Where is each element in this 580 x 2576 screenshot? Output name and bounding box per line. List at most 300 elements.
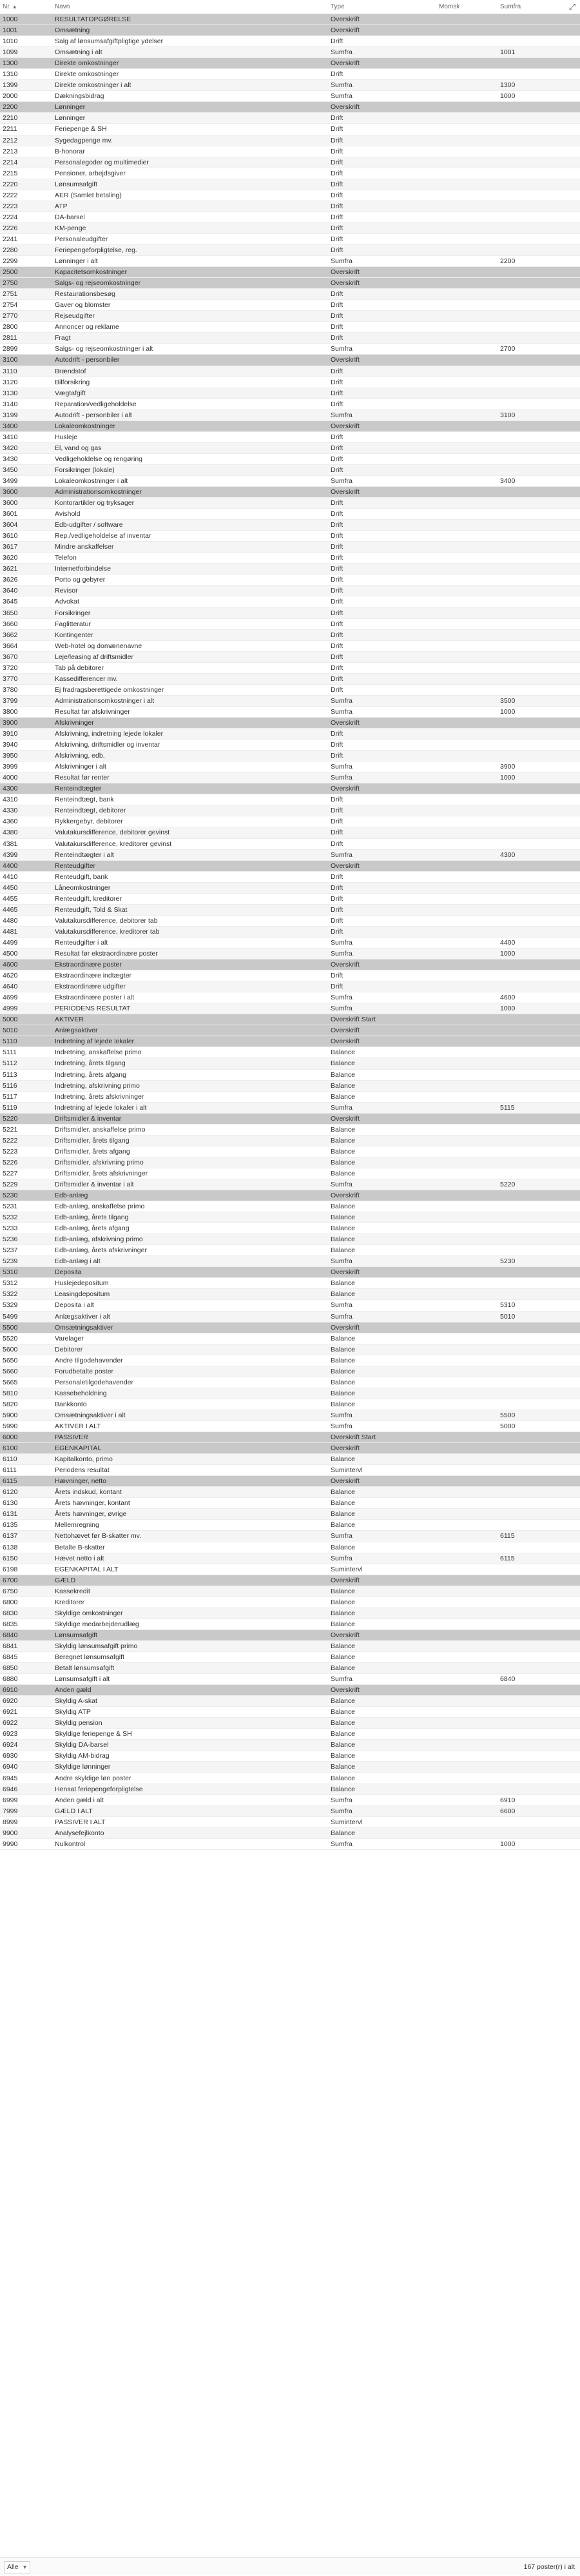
table-row[interactable] xyxy=(0,850,580,861)
cell-nr: 1000 xyxy=(3,15,18,23)
table-row[interactable] xyxy=(0,553,580,564)
table-row[interactable] xyxy=(0,1103,580,1114)
table-row[interactable] xyxy=(0,91,580,102)
table-row[interactable] xyxy=(0,322,580,333)
table-row[interactable] xyxy=(0,1355,580,1366)
cell-type: Sumfra xyxy=(331,949,353,958)
table-row-heading[interactable] xyxy=(0,718,580,729)
cell-navn: Indretning, anskaffelse primo xyxy=(55,1048,142,1057)
table-row[interactable] xyxy=(0,596,580,607)
table-row-heading[interactable] xyxy=(0,487,580,498)
cell-nr: 6150 xyxy=(3,1554,18,1562)
cell-navn: Årets hævninger, kontant xyxy=(55,1499,130,1508)
table-row[interactable] xyxy=(0,905,580,916)
table-row[interactable] xyxy=(0,970,580,981)
table-row[interactable] xyxy=(0,1212,580,1223)
table-row[interactable] xyxy=(0,1058,580,1069)
cell-navn: Deposita xyxy=(55,1268,82,1277)
cell-navn: Afskrivning, driftsmidler og inventar xyxy=(55,741,160,749)
table-row-heading[interactable] xyxy=(0,1036,580,1047)
table-row[interactable] xyxy=(0,1179,580,1190)
table-row[interactable] xyxy=(0,772,580,783)
table-row-heading[interactable] xyxy=(0,25,580,36)
table-row[interactable] xyxy=(0,1663,580,1674)
table-row[interactable] xyxy=(0,1003,580,1014)
cell-nr: 3604 xyxy=(3,521,18,529)
table-row[interactable] xyxy=(0,1674,580,1685)
table-row[interactable] xyxy=(0,1487,580,1498)
table-row[interactable] xyxy=(0,927,580,938)
table-row[interactable] xyxy=(0,509,580,520)
table-row[interactable] xyxy=(0,531,580,542)
cell-type: Drift xyxy=(331,114,343,123)
cell-type: Drift xyxy=(331,235,343,243)
cell-navn: Renteudgift, kreditorer xyxy=(55,894,122,903)
cell-nr: 4450 xyxy=(3,883,18,892)
table-row[interactable] xyxy=(0,256,580,267)
table-row-heading[interactable] xyxy=(0,861,580,872)
cell-navn: Driftsmidler, årets tilgang xyxy=(55,1136,130,1145)
table-row[interactable] xyxy=(0,1234,580,1245)
table-row[interactable] xyxy=(0,454,580,465)
table-row[interactable] xyxy=(0,1410,580,1421)
cell-navn: Valutakursdifference, kreditorer tab xyxy=(55,927,160,936)
cell-type: Sumfra xyxy=(331,994,353,1002)
table-row-heading[interactable] xyxy=(0,1322,580,1333)
cell-nr: 3199 xyxy=(3,411,18,419)
table-row[interactable] xyxy=(0,47,580,58)
cell-navn: Afskrivning, indretning lejede lokaler xyxy=(55,730,164,738)
table-row[interactable] xyxy=(0,1740,580,1751)
cell-type: Drift xyxy=(331,455,343,463)
table-row[interactable] xyxy=(0,1377,580,1388)
table-row[interactable] xyxy=(0,630,580,641)
column-header-momskode[interactable]: Momsk xyxy=(439,3,460,10)
table-row[interactable] xyxy=(0,388,580,399)
cell-nr: 6110 xyxy=(3,1455,17,1464)
filter-select[interactable] xyxy=(4,2561,30,2573)
cell-nr: 2241 xyxy=(3,235,18,243)
table-row[interactable] xyxy=(0,729,580,740)
table-row[interactable] xyxy=(0,498,580,509)
table-row[interactable] xyxy=(0,883,580,894)
table-row[interactable] xyxy=(0,1784,580,1795)
cell-type: Drift xyxy=(331,653,343,661)
cell-navn: Renteudgift, bank xyxy=(55,872,108,881)
cell-type: Sumfra xyxy=(331,774,353,782)
table-row[interactable] xyxy=(0,992,580,1003)
table-row[interactable] xyxy=(0,1399,580,1410)
table-row[interactable] xyxy=(0,1828,580,1839)
cell-nr: 6137 xyxy=(3,1532,18,1540)
table-row[interactable] xyxy=(0,1245,580,1256)
table-row[interactable] xyxy=(0,751,580,762)
cell-nr: 3799 xyxy=(3,696,18,705)
cell-nr: 2770 xyxy=(3,312,18,320)
table-row[interactable] xyxy=(0,1564,580,1575)
table-row[interactable] xyxy=(0,1839,580,1850)
table-row[interactable] xyxy=(0,234,580,245)
table-row[interactable] xyxy=(0,981,580,992)
table-row[interactable] xyxy=(0,1817,580,1828)
cell-navn: Valutakursdifference, debitorer gevinst xyxy=(55,829,170,837)
cell-type: Sumfra xyxy=(331,1422,353,1430)
table-row[interactable] xyxy=(0,608,580,619)
table-row[interactable] xyxy=(0,1344,580,1355)
cell-type: Balance xyxy=(331,1587,355,1595)
column-header-navn[interactable]: Navn xyxy=(55,3,70,10)
cell-nr: 6700 xyxy=(3,1576,18,1584)
table-row[interactable] xyxy=(0,872,580,883)
table-row-heading[interactable] xyxy=(0,278,580,289)
table-row[interactable] xyxy=(0,1520,580,1531)
table-row[interactable] xyxy=(0,794,580,805)
cell-navn: Forsikringer (lokale) xyxy=(55,466,115,474)
table-row[interactable] xyxy=(0,1718,580,1729)
table-row[interactable] xyxy=(0,157,580,168)
table-row-heading[interactable] xyxy=(0,1476,580,1487)
table-row[interactable] xyxy=(0,289,580,300)
table-row[interactable] xyxy=(0,1333,580,1344)
table-row[interactable] xyxy=(0,1454,580,1465)
table-row[interactable] xyxy=(0,816,580,827)
table-row[interactable] xyxy=(0,1388,580,1399)
table-row[interactable] xyxy=(0,1256,580,1267)
table-row[interactable] xyxy=(0,124,580,135)
cell-type: Overskrift xyxy=(331,1631,360,1639)
cell-navn: EGENKAPITAL I ALT xyxy=(55,1565,119,1573)
cell-nr: 2000 xyxy=(3,92,18,101)
table-row[interactable] xyxy=(0,949,580,959)
cell-navn: Kassebeholdning xyxy=(55,1389,107,1397)
cell-sumfra: 5000 xyxy=(500,1422,516,1430)
cell-navn: Renteindtægt, bank xyxy=(55,796,114,804)
table-row-heading[interactable] xyxy=(0,1025,580,1036)
table-row[interactable] xyxy=(0,69,580,80)
table-row[interactable] xyxy=(0,575,580,585)
table-row[interactable] xyxy=(0,212,580,223)
cell-type: Drift xyxy=(331,796,343,804)
cell-type: Balance xyxy=(331,1642,355,1650)
cell-type: Balance xyxy=(331,1224,355,1233)
table-row[interactable] xyxy=(0,190,580,201)
table-row[interactable] xyxy=(0,399,580,410)
table-row[interactable] xyxy=(0,762,580,772)
cell-navn: Internetforbindelse xyxy=(55,565,111,573)
table-row[interactable] xyxy=(0,1289,580,1300)
cell-nr: 6921 xyxy=(3,1708,18,1716)
table-row-heading[interactable] xyxy=(0,783,580,794)
cell-navn: Forsikringer xyxy=(55,609,91,617)
cell-sumfra: 2200 xyxy=(500,257,516,266)
cell-navn: Kapitalkonto, primo xyxy=(55,1455,113,1464)
table-row[interactable] xyxy=(0,223,580,234)
table-row-heading[interactable] xyxy=(0,1443,580,1454)
table-row[interactable] xyxy=(0,1421,580,1432)
cell-type: Drift xyxy=(331,598,343,606)
table-row-heading[interactable] xyxy=(0,1190,580,1201)
table-row[interactable] xyxy=(0,1070,580,1081)
cell-nr: 2299 xyxy=(3,257,18,266)
table-row[interactable] xyxy=(0,542,580,553)
cell-navn: Salgs- og rejseomkostninger i alt xyxy=(55,345,153,353)
table-row[interactable] xyxy=(0,1652,580,1663)
table-row[interactable] xyxy=(0,1136,580,1146)
table-row[interactable] xyxy=(0,36,580,47)
cell-navn: PERIODENS RESULTAT xyxy=(55,1005,131,1013)
cell-nr: 5116 xyxy=(3,1081,17,1090)
table-row[interactable] xyxy=(0,707,580,718)
table-row[interactable] xyxy=(0,564,580,575)
cell-nr: 5222 xyxy=(3,1136,18,1145)
table-row[interactable] xyxy=(0,1619,580,1630)
table-row[interactable] xyxy=(0,916,580,927)
table-row[interactable] xyxy=(0,377,580,388)
cell-nr: 5499 xyxy=(3,1312,18,1321)
table-row[interactable] xyxy=(0,685,580,696)
cell-nr: 3620 xyxy=(3,554,18,562)
cell-sumfra: 1000 xyxy=(500,1840,516,1848)
cell-type: Balance xyxy=(331,1774,355,1782)
cell-type: Drift xyxy=(331,378,343,386)
cell-nr: 4500 xyxy=(3,949,18,958)
table-row-heading[interactable] xyxy=(0,102,580,113)
cell-type: Drift xyxy=(331,674,343,683)
table-row[interactable] xyxy=(0,827,580,838)
table-row[interactable] xyxy=(0,344,580,355)
table-row-heading[interactable] xyxy=(0,1114,580,1125)
cell-navn: Valutakursdifference, kreditorer gevinst xyxy=(55,840,172,848)
cell-nr: 5110 xyxy=(3,1037,17,1046)
table-row-heading[interactable] xyxy=(0,355,580,366)
table-row[interactable] xyxy=(0,113,580,124)
table-row-heading[interactable] xyxy=(0,267,580,278)
cell-navn: Skyldig A-skat xyxy=(55,1697,97,1706)
table-row[interactable] xyxy=(0,1223,580,1234)
cell-type: Drift xyxy=(331,620,343,628)
cell-navn: Driftsmidler, afskrivning primo xyxy=(55,1158,144,1166)
table-row[interactable] xyxy=(0,1707,580,1718)
table-row[interactable] xyxy=(0,696,580,707)
cell-navn: Personalegoder og multimedier xyxy=(55,158,149,166)
cell-type: Drift xyxy=(331,169,343,177)
table-row[interactable] xyxy=(0,1300,580,1311)
cell-type: Drift xyxy=(331,883,343,892)
table-row[interactable] xyxy=(0,1047,580,1058)
table-row[interactable] xyxy=(0,1597,580,1608)
cell-nr: 9990 xyxy=(3,1840,18,1848)
table-row[interactable] xyxy=(0,1125,580,1136)
table-row[interactable] xyxy=(0,300,580,311)
cell-nr: 3662 xyxy=(3,631,18,639)
cell-nr: 6850 xyxy=(3,1664,18,1673)
table-row[interactable] xyxy=(0,146,580,157)
cell-nr: 5231 xyxy=(3,1203,18,1211)
table-row-heading[interactable] xyxy=(0,1685,580,1696)
expand-icon[interactable]: ⤢ xyxy=(568,2,576,12)
cell-type: Drift xyxy=(331,125,343,133)
table-row[interactable] xyxy=(0,1201,580,1212)
cell-navn: Periodens resultat xyxy=(55,1466,110,1475)
table-row[interactable] xyxy=(0,410,580,421)
table-row[interactable] xyxy=(0,366,580,377)
table-row[interactable] xyxy=(0,585,580,596)
table-row[interactable] xyxy=(0,938,580,949)
table-row[interactable] xyxy=(0,245,580,256)
cell-navn: Lokaleomkostninger xyxy=(55,422,115,430)
table-row[interactable] xyxy=(0,652,580,663)
table-row[interactable] xyxy=(0,1366,580,1377)
cell-nr: 4600 xyxy=(3,961,18,969)
cell-navn: Skyldige omkostninger xyxy=(55,1609,123,1617)
table-row[interactable] xyxy=(0,1806,580,1817)
table-row-heading[interactable] xyxy=(0,1014,580,1025)
cell-nr: 6845 xyxy=(3,1653,18,1661)
table-row[interactable] xyxy=(0,1531,580,1542)
table-row[interactable] xyxy=(0,1498,580,1509)
table-row[interactable] xyxy=(0,805,580,816)
table-row[interactable] xyxy=(0,1278,580,1289)
cell-nr: 5112 xyxy=(3,1059,17,1068)
column-header-sumfra[interactable]: Sumfra xyxy=(500,3,521,10)
cell-type: Overskrift Start xyxy=(331,1016,376,1024)
table-row[interactable] xyxy=(0,1762,580,1773)
cell-nr: 4399 xyxy=(3,850,18,859)
table-row[interactable] xyxy=(0,663,580,674)
cell-type: Drift xyxy=(331,367,343,375)
cell-type: Balance xyxy=(331,1400,355,1408)
cell-navn: Indretning, afskrivning primo xyxy=(55,1081,140,1090)
cell-navn: Leje/leasing af driftsmidler xyxy=(55,653,133,661)
table-row[interactable] xyxy=(0,168,580,179)
cell-type: Drift xyxy=(331,730,343,738)
cell-nr: 2210 xyxy=(3,114,18,123)
cell-navn: Anlægsaktiver xyxy=(55,1027,98,1035)
table-row[interactable] xyxy=(0,894,580,905)
cell-navn: Tab på debitorer xyxy=(55,664,104,672)
cell-type: Drift xyxy=(331,609,343,617)
table-row[interactable] xyxy=(0,740,580,751)
cell-type: Balance xyxy=(331,1708,355,1716)
table-row[interactable] xyxy=(0,1081,580,1092)
cell-nr: 5665 xyxy=(3,1378,18,1386)
cell-navn: Salg af lønsumsafgiftpligtige ydelser xyxy=(55,37,164,46)
table-row[interactable] xyxy=(0,333,580,344)
table-row[interactable] xyxy=(0,465,580,476)
cell-nr: 6111 xyxy=(3,1466,17,1475)
cell-navn: Lønsumsafgift xyxy=(55,1631,97,1639)
cell-type: Balance xyxy=(331,1169,355,1177)
table-row[interactable] xyxy=(0,201,580,212)
table-row[interactable] xyxy=(0,674,580,685)
table-row-heading[interactable] xyxy=(0,1432,580,1443)
table-row[interactable] xyxy=(0,179,580,190)
column-header-type[interactable]: Type xyxy=(331,3,345,10)
cell-nr: 3650 xyxy=(3,609,18,617)
cell-navn: Administrationsomkostninger i alt xyxy=(55,696,155,705)
cell-navn: Indretning, årets afskrivninger xyxy=(55,1092,144,1101)
cell-sumfra: 5115 xyxy=(500,1103,515,1112)
table-row-heading[interactable] xyxy=(0,14,580,25)
cell-navn: Lokaleomkostninger i alt xyxy=(55,477,128,485)
table-row[interactable] xyxy=(0,1751,580,1762)
cell-nr: 6115 xyxy=(3,1477,17,1486)
table-row[interactable] xyxy=(0,1641,580,1652)
table-row[interactable] xyxy=(0,443,580,454)
table-row-heading[interactable] xyxy=(0,1630,580,1641)
table-row[interactable] xyxy=(0,311,580,322)
cell-nr: 6923 xyxy=(3,1730,18,1738)
cell-type: Overskrift xyxy=(331,1323,360,1332)
cell-nr: 2222 xyxy=(3,191,18,199)
table-row[interactable] xyxy=(0,1312,580,1322)
cell-sumfra: 6115 xyxy=(500,1532,515,1540)
table-row-heading[interactable] xyxy=(0,421,580,432)
table-row[interactable] xyxy=(0,1586,580,1597)
table-row[interactable] xyxy=(0,135,580,146)
cell-nr: 2224 xyxy=(3,213,18,221)
table-row[interactable] xyxy=(0,1773,580,1784)
cell-nr: 6940 xyxy=(3,1763,18,1771)
table-row[interactable] xyxy=(0,1696,580,1707)
cell-type: Overskrift xyxy=(331,268,360,277)
cell-navn: Anden gæld i alt xyxy=(55,1796,104,1804)
table-footer xyxy=(0,2557,580,2575)
cell-nr: 6920 xyxy=(3,1697,18,1706)
table-row[interactable] xyxy=(0,1168,580,1179)
cell-nr: 6130 xyxy=(3,1499,18,1508)
cell-navn: DA-barsel xyxy=(55,213,85,221)
cell-type: Sumfra xyxy=(331,1411,353,1419)
cell-nr: 6830 xyxy=(3,1609,18,1617)
table-row[interactable] xyxy=(0,1146,580,1157)
table-row[interactable] xyxy=(0,1608,580,1619)
cell-nr: 5310 xyxy=(3,1268,18,1277)
table-row[interactable] xyxy=(0,619,580,630)
table-row-heading[interactable] xyxy=(0,1267,580,1278)
cell-nr: 4360 xyxy=(3,818,18,826)
cell-navn: Pensioner, arbejdsgiver xyxy=(55,169,126,177)
table-row[interactable] xyxy=(0,80,580,91)
table-row[interactable] xyxy=(0,520,580,531)
cell-type: Sumfra xyxy=(331,1807,353,1815)
table-row[interactable] xyxy=(0,641,580,652)
column-header-nr[interactable] xyxy=(3,0,17,14)
table-row[interactable] xyxy=(0,1542,580,1553)
table-row[interactable] xyxy=(0,1465,580,1476)
table-row[interactable] xyxy=(0,1092,580,1103)
table-row[interactable] xyxy=(0,1795,580,1806)
table-row[interactable] xyxy=(0,1509,580,1520)
cell-type: Balance xyxy=(331,1543,355,1551)
table-row[interactable] xyxy=(0,839,580,850)
cell-navn: Resultat før renter xyxy=(55,774,110,782)
table-row[interactable] xyxy=(0,476,580,487)
table-row[interactable] xyxy=(0,1729,580,1740)
cell-navn: GÆLD I ALT xyxy=(55,1807,93,1815)
table-row-heading[interactable] xyxy=(0,58,580,69)
table-row[interactable] xyxy=(0,432,580,443)
table-row-heading[interactable] xyxy=(0,1575,580,1586)
table-row[interactable] xyxy=(0,1553,580,1564)
cell-nr: 4999 xyxy=(3,1005,18,1013)
cell-navn: Bankkonto xyxy=(55,1400,87,1408)
table-row-heading[interactable] xyxy=(0,959,580,970)
cell-type: Balance xyxy=(331,1081,355,1090)
table-row[interactable] xyxy=(0,1157,580,1168)
cell-navn: Brændstof xyxy=(55,367,86,375)
cell-nr: 2280 xyxy=(3,246,18,254)
